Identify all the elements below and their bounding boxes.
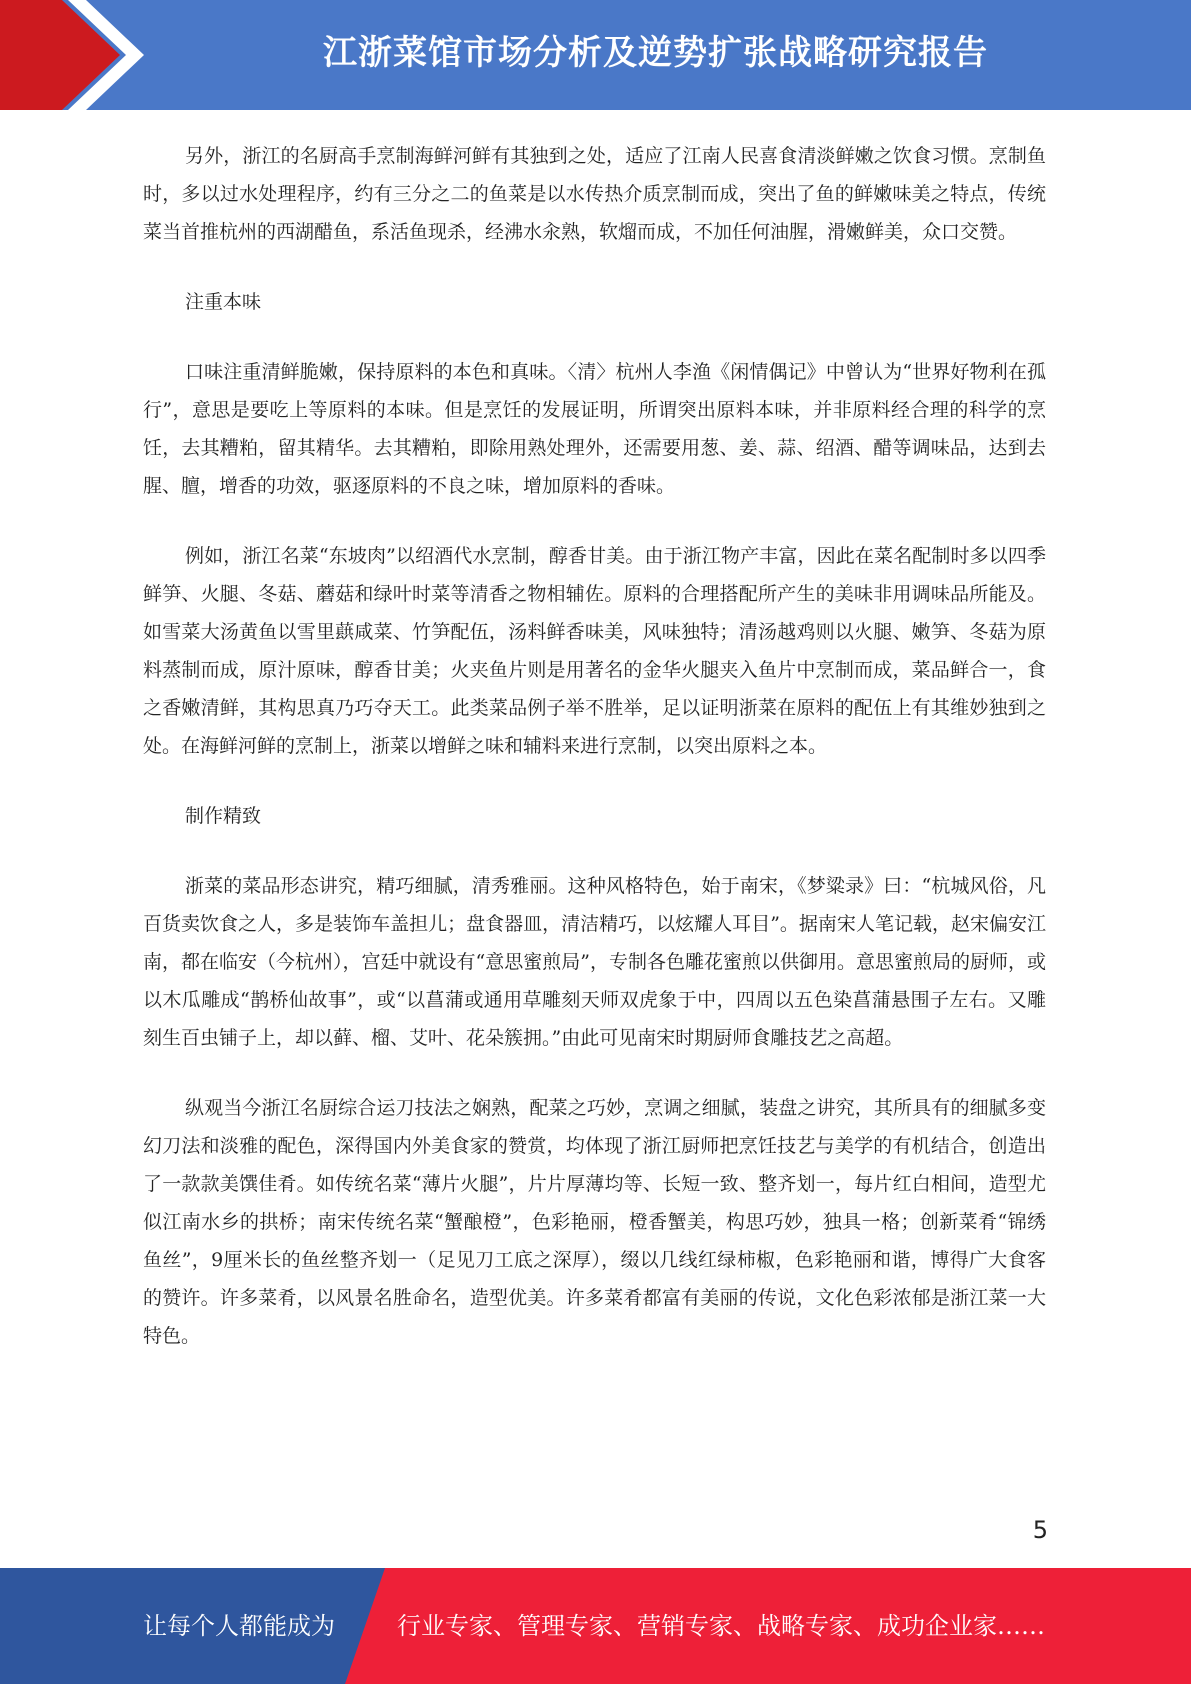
paragraph-original-flavor: 口味注重清鲜脆嫩，保持原料的本色和真味。〈清〉杭州人李渔《闲情偶记》中曾认为“世界好物利在孤行”，意思是要吃上等原料的本味。但是烹饪的发展证明，所谓突出原料本味，并非原料经合理的科学的烹饪，去其糟粕，留其精华。去其糟粕，即除用熟处理外，还需要用葱、姜、蒜、绍酒、醋等调味品，达到去腥、膻，增香的功效，驱逐原料的不良之味，增加原料的香味。 — [143, 361, 1046, 497]
header-arrow-decoration — [0, 0, 160, 110]
footer-slogan-right: 行业专家、管理专家、营销专家、战略专家、成功企业家…… — [397, 1612, 1045, 1640]
page-number: 5 — [1032, 1516, 1048, 1544]
paragraph-dongpo-pork: 例如，浙江名菜“东坡肉”以绍酒代水烹制，醇香甘美。由于浙江物产丰富，因此在菜名配制时多以四季鲜笋、火腿、冬菇、蘑菇和绿叶时菜等清香之物相辅佐。原料的合理搭配所产生的美味非用调味品所能及。如雪菜大汤黄鱼以雪里蕻咸菜、竹笋配伍，汤料鲜香味美，风味独特；清汤越鸡则以火腿、嫩笋、冬菇为原料蒸制而成，原汁原味，醇香甘美；火夹鱼片则是用著名的金华火腿夹入鱼片中烹制而成，菜品鲜合一，食之香嫩清鲜，其构思真乃巧夺天工。此类菜品例子举不胜举，足以证明浙菜在原料的配伍上有其维妙独到之处。在海鲜河鲜的烹制上，浙菜以增鲜之味和辅料来进行烹制，以突出原料之本。 — [143, 545, 1046, 757]
page-header — [0, 0, 1191, 110]
footer-slogan-left: 让每个人都能成为 — [143, 1612, 335, 1640]
paragraph-southern-song: 浙菜的菜品形态讲究，精巧细腻，清秀雅丽。这种风格特色，始于南宋，《梦粱录》曰：“杭城风俗，凡百货卖饮食之人，多是装饰车盖担儿；盘食器皿，清洁精巧，以炫耀人耳目”。据南宋人笔记载，赵宋偏安江南，都在临安（今杭州），宫廷中就设有“意思蜜煎局”，专制各色雕花蜜煎以供御用。意思蜜煎局的厨师，或以木瓜雕成“鹊桥仙故事”，或“以菖蒲或通用草雕刻天师双虎象于中，四周以五色染菖蒲悬围子左右。又雕刻生百虫铺子上，却以藓、榴、艾叶、花朵簇拥。”由此可见南宋时期厨师食雕技艺之高超。 — [143, 875, 1046, 1049]
section-heading-fine-craft: 制作精致 — [185, 805, 262, 827]
report-title: 江浙菜馆市场分析及逆势扩张战略研究报告 — [323, 33, 988, 73]
paragraph-seafood-cooking: 另外，浙江的名厨高手烹制海鲜河鲜有其独到之处，适应了江南人民喜食清淡鲜嫩之饮食习惯。烹制鱼时，多以过水处理程序，约有三分之二的鱼菜是以水传热介质烹制而成，突出了鱼的鲜嫩味美之特点，传统菜当首推杭州的西湖醋鱼，系活鱼现杀，经沸水汆熟，软熘而成，不加任何油腥，滑嫩鲜美，众口交赞。 — [143, 145, 1046, 243]
section-heading-original-flavor: 注重本味 — [185, 291, 262, 313]
paragraph-knife-skills: 纵观当今浙江名厨综合运刀技法之娴熟，配菜之巧妙，烹调之细腻，装盘之讲究，其所具有的细腻多变幻刀法和淡雅的配色，深得国内外美食家的赞赏，均体现了浙江厨师把烹饪技艺与美学的有机结合，创造出了一款款美馔佳肴。如传统名菜“薄片火腿”，片片厚薄均等、长短一致、整齐划一，每片红白相间，造型尤似江南水乡的拱桥；南宋传统名菜“蟹酿橙”，色彩艳丽，橙香蟹美，构思巧妙，独具一格；创新菜肴“锦绣鱼丝”，9厘米长的鱼丝整齐划一（足见刀工底之深厚），缀以几线红绿柿椒，色彩艳丽和谐，博得广大食客的赞许。许多菜肴，以风景名胜命名，造型优美。许多菜肴都富有美丽的传说，文化色彩浓郁是浙江菜一大特色。 — [143, 1097, 1046, 1347]
page-footer — [0, 1568, 1191, 1684]
main-content — [143, 137, 1046, 1355]
